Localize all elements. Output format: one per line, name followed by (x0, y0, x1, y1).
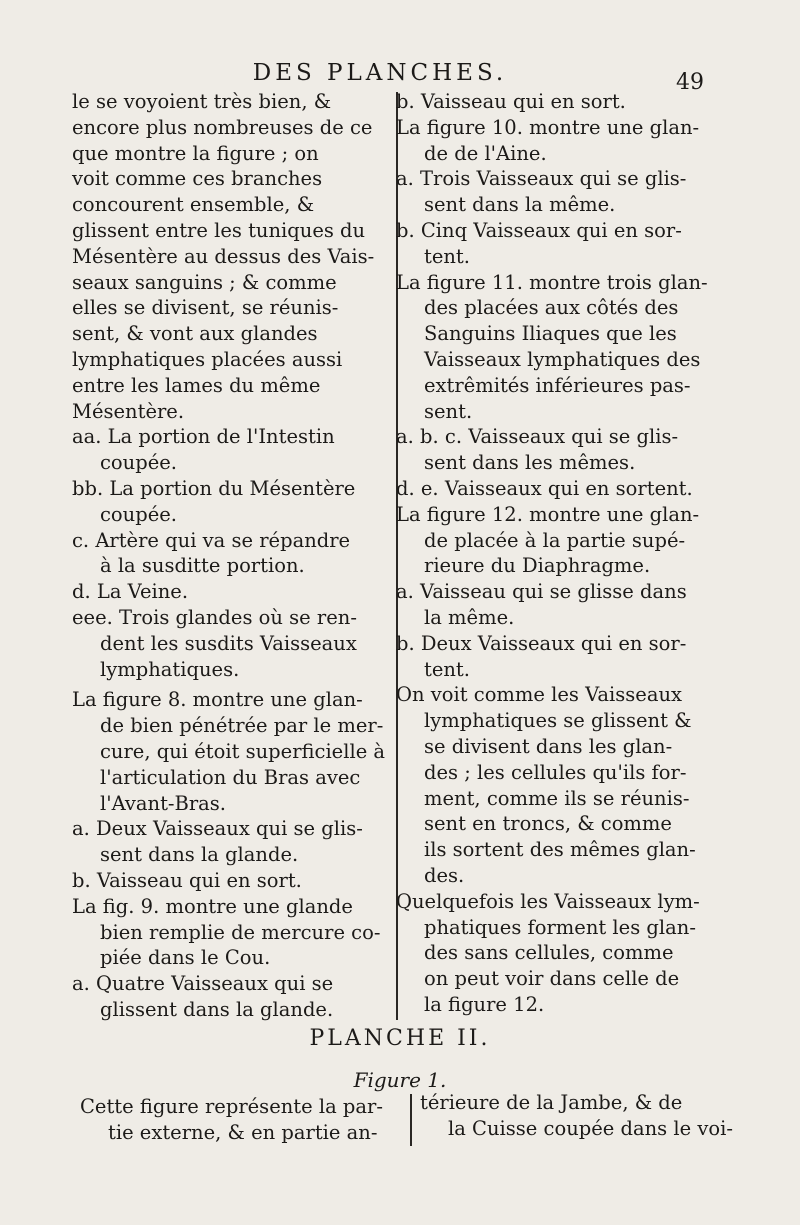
text-line: ment, comme ils se réunis- (424, 786, 690, 810)
text-line: térieure de la Jambe, & de (420, 1091, 683, 1114)
text-line: le se voyoient très bien, & (72, 90, 332, 113)
text-line: tent. (424, 657, 470, 681)
bottom-left-column (80, 1094, 400, 1146)
text-line: La fig. 9. montre une glande (72, 894, 353, 918)
text-line: de bien pénétrée par le mer- (100, 714, 384, 738)
text-line: des placées aux côtés des (424, 296, 679, 320)
text-line: La figure 8. montre une glan- (72, 688, 363, 712)
right-column (396, 89, 736, 1018)
text-line: entre les lames du même (72, 373, 321, 397)
text-line: la même. (424, 605, 515, 629)
text-line: on peut voir dans celle de (424, 967, 680, 991)
text-line: a. Vaisseau qui se glisse dans (396, 580, 687, 604)
text-line: b. Vaisseau qui en sort. (396, 90, 626, 113)
text-line: lymphatiques se glissent & (424, 709, 692, 733)
text-line: cure, qui étoit superficielle à (100, 739, 386, 763)
text-line: que montre la figure ; on (72, 141, 319, 165)
text-line: encore plus nombreuses de ce (72, 115, 373, 139)
text-line: l'articulation du Bras avec (100, 765, 361, 789)
text-line: La figure 11. montre trois glan- (396, 270, 708, 294)
text-line: à la susditte portion. (100, 554, 305, 578)
text-line: se divisent dans les glan- (424, 734, 673, 758)
text-line: glissent dans la glande. (100, 997, 334, 1021)
text-line: On voit comme les Vaisseaux (396, 683, 683, 707)
text-line: ils sortent des mêmes glan- (424, 838, 696, 862)
text-line: de de l'Aine. (424, 141, 547, 165)
text-line: piée dans le Cou. (100, 946, 271, 970)
text-line: a. Deux Vaisseaux qui se glis- (72, 817, 363, 841)
text-line: a. b. c. Vaisseaux qui se glis- (396, 425, 679, 449)
text-line: lymphatiques placées aussi (72, 347, 343, 371)
text-line: b. Deux Vaisseaux qui en sor- (396, 631, 687, 655)
text-line: sent. (424, 399, 473, 423)
text-line: de placée à la partie supé- (424, 528, 686, 552)
text-line: extrêmités inférieures pas- (424, 373, 691, 397)
text-line: aa. La portion de l'Intestin (72, 425, 335, 449)
figure-label: Figure 1. (353, 1068, 447, 1092)
text-line: a. Trois Vaisseaux qui se glis- (396, 167, 687, 191)
text-line: tie externe, & en partie an- (108, 1120, 378, 1144)
text-line: b. Vaisseau qui en sort. (72, 868, 302, 892)
text-line: sent dans la même. (424, 193, 616, 217)
text-line: voit comme ces branches (72, 167, 323, 191)
text-line: Cette figure représente la par- (80, 1095, 383, 1118)
text-line: a. Quatre Vaisseaux qui se (72, 972, 334, 996)
text-line: elles se divisent, se réunis- (72, 296, 339, 320)
text-line: eee. Trois glandes où se ren- (72, 605, 357, 629)
text-line: des. (424, 863, 465, 887)
text-line: phatiques forment les glan- (424, 915, 696, 939)
text-line: sent dans la glande. (100, 843, 299, 867)
text-line: glissent entre les tuniques du (72, 218, 366, 242)
text-line: d. La Veine. (72, 580, 189, 604)
running-title: DES PLANCHES. (252, 60, 508, 86)
text-line: coupée. (100, 502, 177, 526)
text-line: tent. (424, 244, 470, 268)
left-column (72, 89, 390, 1023)
text-line: sent dans les mêmes. (424, 451, 636, 475)
text-line: rieure du Diaphragme. (424, 554, 651, 578)
text-line: d. e. Vaisseaux qui en sortent. (396, 476, 693, 500)
text-line: Mésentère au dessus des Vais- (72, 244, 375, 268)
text-line: seaux sanguins ; & comme (72, 270, 337, 294)
text-line: sent en troncs, & comme (424, 812, 672, 836)
text-line: bien remplie de mercure co- (100, 920, 381, 944)
text-line: concourent ensemble, & (72, 193, 315, 217)
text-line: La figure 12. montre une glan- (396, 502, 700, 526)
text-line: la Cuisse coupée dans le voi- (448, 1116, 733, 1140)
text-line: la figure 12. (424, 992, 545, 1016)
text-line: c. Artère qui va se répandre (72, 528, 351, 552)
text-line: Mésentère. (72, 399, 185, 423)
section-title: PLANCHE II. (309, 1026, 491, 1051)
text-line: La figure 10. montre une glan- (396, 115, 700, 139)
text-line: Sanguins Iliaques que les (424, 322, 677, 346)
text-line: bb. La portion du Mésentère (72, 476, 356, 500)
text-line: des sans cellules, comme (424, 941, 674, 965)
text-line: dent les susdits Vaisseaux (100, 631, 357, 655)
text-line: coupée. (100, 451, 177, 475)
text-line: des ; les cellules qu'ils for- (424, 760, 687, 784)
text-line: Quelquefois les Vaisseaux lym- (396, 889, 700, 913)
text-line: b. Cinq Vaisseaux qui en sor- (396, 218, 682, 242)
text-line: Vaisseaux lymphatiques des (424, 347, 701, 371)
page-number: 49 (676, 70, 704, 95)
column-rule-bottom (410, 1094, 412, 1146)
text-line: l'Avant-Bras. (100, 791, 226, 815)
text-line: sent, & vont aux glandes (72, 322, 318, 346)
bottom-right-column (420, 1090, 750, 1142)
text-line: lymphatiques. (100, 657, 240, 681)
